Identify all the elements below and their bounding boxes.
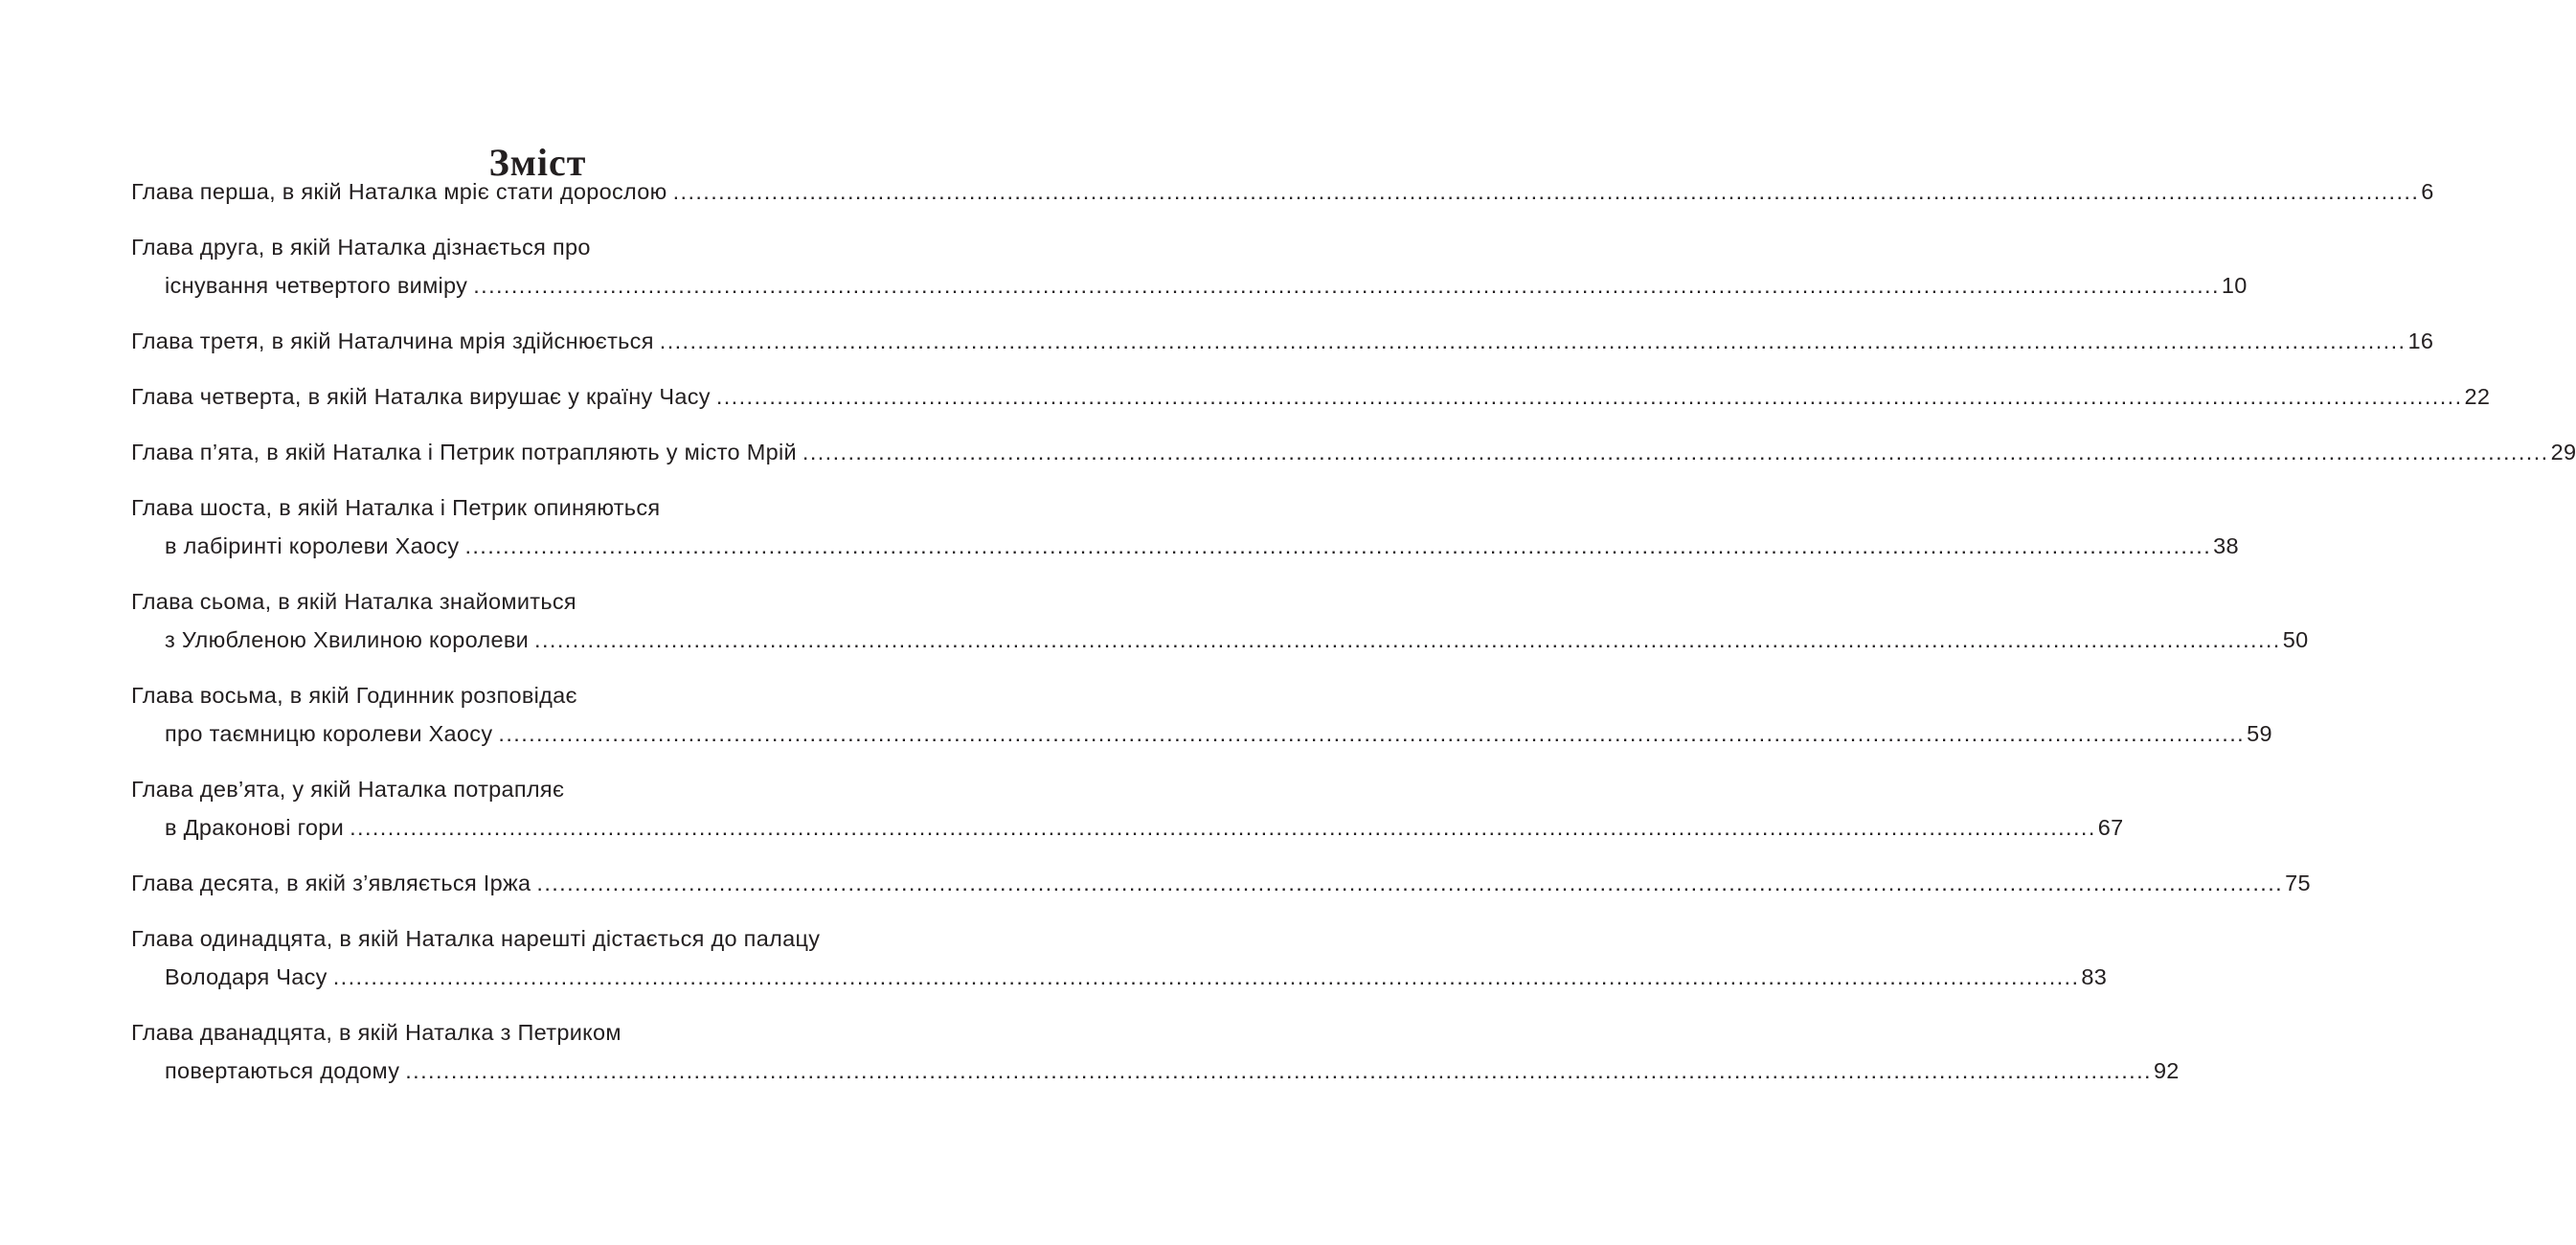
toc-line <box>131 1052 2180 1090</box>
dot-leader <box>333 958 2080 996</box>
chapter-title: Глава десята, в якій з’являється Іржа <box>131 871 531 895</box>
dot-leader <box>350 808 2096 847</box>
toc-line <box>131 488 970 527</box>
toc-line <box>131 864 2311 902</box>
toc-entry <box>131 919 2108 996</box>
page-number: 50 <box>2282 627 2309 652</box>
toc-entry <box>131 582 2309 659</box>
toc-entry <box>131 676 2272 753</box>
chapter-title: Глава дев’ята, у якій Наталка потрапляє <box>131 777 565 802</box>
page-number: 92 <box>2153 1058 2180 1083</box>
toc-line <box>131 266 2248 305</box>
toc-line <box>131 377 2491 416</box>
toc-line <box>131 433 2576 471</box>
chapter-title: в лабіринті королеви Хаосу <box>165 533 460 558</box>
toc-line <box>131 228 970 266</box>
chapter-title: Глава сьома, в якій Наталка знайомиться <box>131 589 576 614</box>
toc-line <box>131 582 970 621</box>
toc-entry <box>131 1013 2180 1090</box>
toc-entry <box>131 864 2311 902</box>
chapter-title: Глава перша, в якій Наталка мріє стати дорослою <box>131 179 667 204</box>
page-number: 38 <box>2213 533 2239 558</box>
chapter-title: Глава шоста, в якій Наталка і Петрик опиняються <box>131 495 661 520</box>
chapter-title: Глава п’ята, в якій Наталка і Петрик потрапляють у місто Мрій <box>131 440 797 464</box>
chapter-title: Глава четверта, в якій Наталка вирушає у країну Часу <box>131 384 711 409</box>
dot-leader <box>464 527 2211 565</box>
toc-entry <box>131 433 2576 471</box>
chapter-title: Глава третя, в якій Наталчина мрія здійснюється <box>131 328 654 353</box>
toc-entry <box>131 228 2248 305</box>
toc-entry <box>131 172 2434 211</box>
dot-leader <box>534 621 2281 659</box>
toc-line <box>131 172 2434 211</box>
toc-line <box>131 322 2434 360</box>
chapter-title: повертаються додому <box>165 1058 400 1083</box>
toc-line <box>131 621 2309 659</box>
toc-line <box>131 770 970 808</box>
toc-line <box>131 676 970 714</box>
toc-line <box>131 958 2108 996</box>
page-number: 75 <box>2285 871 2311 895</box>
page-number: 29 <box>2550 440 2576 464</box>
dot-leader <box>405 1052 2152 1090</box>
toc-line <box>131 808 2124 847</box>
chapter-title: Глава дванадцята, в якій Наталка з Петриком <box>131 1020 621 1045</box>
chapter-title: Глава одинадцята, в якій Наталка нарешті дістається до палацу <box>131 926 821 951</box>
toc-line <box>131 919 970 958</box>
dot-leader <box>660 322 2407 360</box>
page-number: 16 <box>2407 328 2434 353</box>
chapter-title: Володаря Часу <box>165 964 328 989</box>
page-number: 22 <box>2464 384 2491 409</box>
page-number: 59 <box>2247 721 2272 746</box>
chapter-title: про таємницю королеви Хаосу <box>165 721 493 746</box>
dot-leader <box>536 864 2283 902</box>
dot-leader <box>673 172 2420 211</box>
toc-entry <box>131 770 2124 847</box>
dot-leader <box>716 377 2463 416</box>
page-title: Зміст <box>488 140 587 184</box>
toc-entry <box>131 377 2491 416</box>
chapter-title: в Драконові гори <box>165 815 345 840</box>
toc-entry <box>131 322 2434 360</box>
dot-leader <box>802 433 2549 471</box>
chapter-title: Глава друга, в якій Наталка дізнається про <box>131 235 591 260</box>
page-number: 83 <box>2081 964 2108 989</box>
table-of-contents <box>131 172 2576 1107</box>
dot-leader <box>473 266 2220 305</box>
chapter-title: Глава восьма, в якій Годинник розповідає <box>131 683 577 708</box>
toc-entry <box>131 488 2239 565</box>
page-number: 6 <box>2421 179 2434 204</box>
page-number: 67 <box>2097 815 2124 840</box>
toc-line <box>131 527 2239 565</box>
toc-line <box>131 714 2272 753</box>
dot-leader <box>498 714 2245 753</box>
chapter-title: з Улюбленою Хвилиною королеви <box>165 627 530 652</box>
chapter-title: існування четвертого виміру <box>165 273 468 298</box>
toc-line <box>131 1013 970 1052</box>
page-number: 10 <box>2221 273 2248 298</box>
